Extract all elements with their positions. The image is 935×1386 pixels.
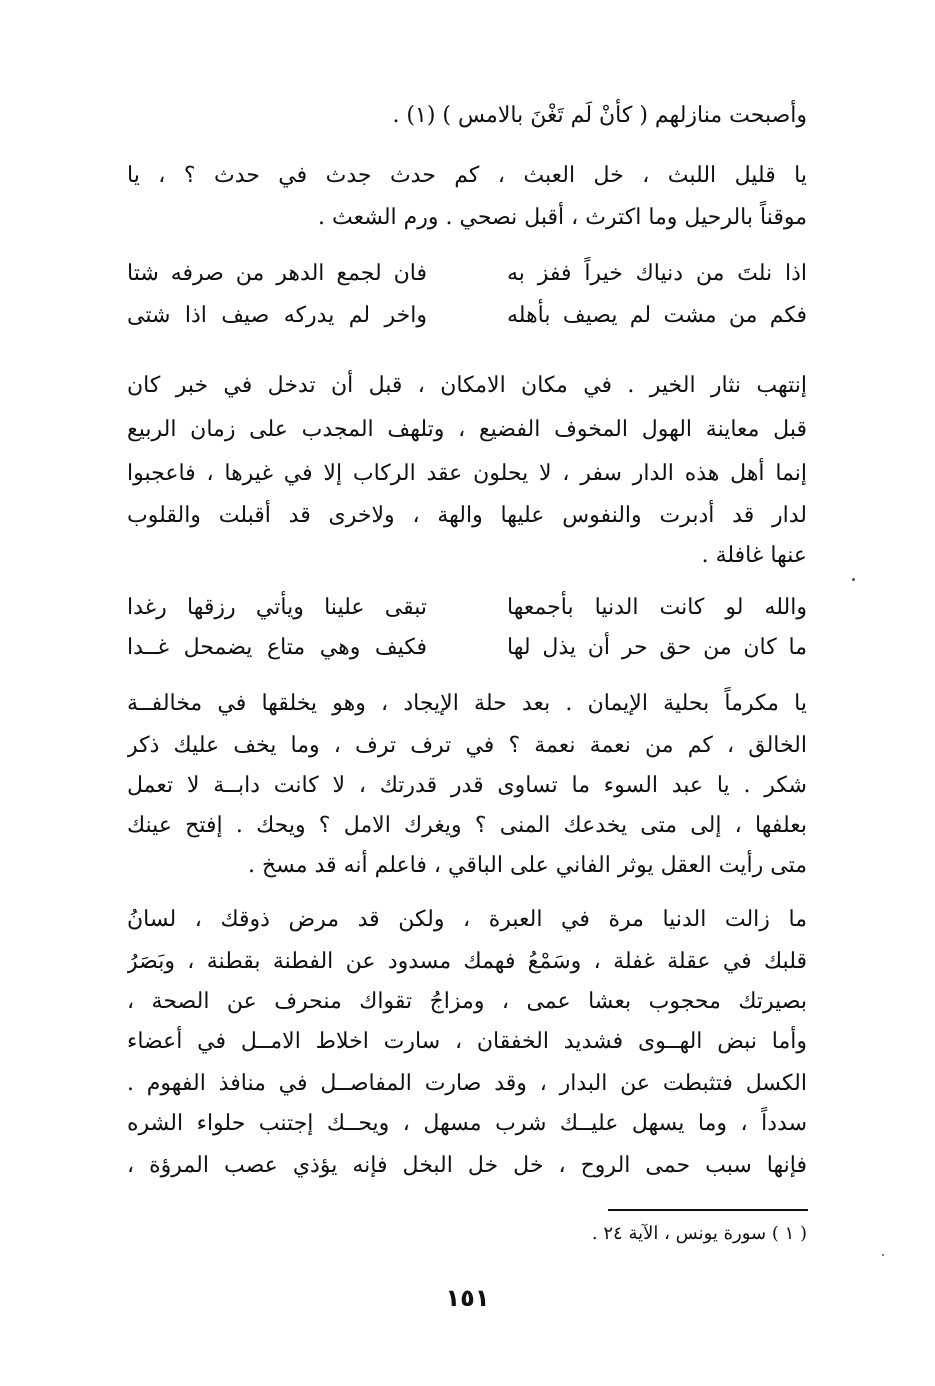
verse-first-hemistich: والله لو كانت الدنيا بأجمعها [507, 595, 807, 620]
text-line: إنما أهل هذه الدار سفر ، لا يحلون عقد الركاب إلا في غيرها ، فاعجبوا [127, 461, 807, 486]
verse-second-hemistich: واخر لم يدركه صيف اذا شتى [127, 303, 427, 328]
text-line: إنتهب نثار الخير . في مكان الامكان ، قبل أن تدخل في خبر كان [127, 373, 807, 398]
opening-line: وأصبحت منازلهم ( كأنْ لَم تَغْنَ بالامس ) (١) . [392, 103, 807, 128]
page-number: ١٥١ [445, 1284, 490, 1312]
verse-first-hemistich: اذا نلتَ من دنياك خيراً ففز به [507, 261, 807, 286]
text-line: شكر . يا عبد السوء ما تساوى قدر قدرتك ، لا كانت دابــة لا تعمل [127, 773, 807, 798]
verse-second-hemistich: تبقى علينا ويأتي رزقها رغدا [127, 595, 427, 620]
text-line: بصيرتك محجوب بعشا عمى ، ومزاجُ تقواك منحرف عن الصحة ، [127, 989, 807, 1014]
text-line: لدار قد أدبرت والنفوس عليها والهة ، ولاخرى قد أقبلت والقلوب [127, 503, 807, 528]
verse-first-hemistich: ما كان من حق حر أن يذل لها [507, 635, 807, 660]
text-line: يا مكرماً بحلية الإيمان . بعد حلة الإيجاد ، وهو يخلقها في مخالفــة [127, 691, 807, 716]
text-line: متى رأيت العقل يوثر الفاني على الباقي ، فاعلم أنه قد مسخ . [247, 853, 807, 878]
verse-line [127, 588, 807, 628]
verse-second-hemistich: فكيف وهي متاع يضمحل غــدا [127, 635, 427, 660]
text-line: الخالق ، كم من نعمة نعمة ؟ في ترف ترف ، وما يخف عليك ذكر [127, 733, 807, 758]
text-line: فإنها سبب حمى الروح ، خل خل البخل فإنه يؤذي عصب المرؤة ، [127, 1153, 807, 1178]
text-line: يا قليل اللبث ، خل العبث ، كم حدث جدث في حدث ؟ ، يا [127, 163, 807, 188]
verse-line [127, 628, 807, 668]
footnote: ( ١ ) سورة يونس ، الآية ٢٤ . [591, 1223, 807, 1244]
text-line: ما زالت الدنيا مرة في العبرة ، ولكن قد مرض ذوقك ، لسانُ [127, 907, 807, 932]
text-line: قبل معاينة الهول المخوف الفضيع ، وتلهف المجدب على زمان الربيع [127, 417, 807, 442]
scan-speck [852, 578, 855, 581]
text-line: وأما نبض الهــوى فشديد الخفقان ، سارت اخلاط الامــل في أعضاء [127, 1029, 807, 1054]
verse-first-hemistich: فكم من مشت لم يصيف بأهله [507, 303, 807, 328]
footnote-divider [608, 1209, 808, 1211]
verse-line [127, 254, 807, 294]
verse-second-hemistich: فان لجمع الدهر من صرفه شتا [127, 261, 427, 286]
text-line: سدداً ، وما يسهل عليــك شرب مسهل ، ويحــك إجتنب حلواء الشره [127, 1111, 807, 1136]
text-line: موقناً بالرحيل وما اكترث ، أقبل نصحي . ورم الشعث . [318, 205, 807, 230]
scan-speck [882, 1254, 884, 1256]
text-line: الكسل فتثبطت عن البدار ، وقد صارت المفاصــل في منافذ الفهوم . [127, 1071, 807, 1096]
text-line: بعلفها ، إلى متى يخدعك المنى ؟ ويغرك الامل ؟ ويحك . إفتح عينك [127, 813, 807, 838]
verse-line [127, 296, 807, 336]
text-line: عنها غافلة . [701, 543, 807, 568]
text-line: قلبك في عقلة غفلة ، وسَمْعُ فهمك مسدود عن الفطنة بقطنة ، وبَصَرُ [127, 949, 807, 974]
